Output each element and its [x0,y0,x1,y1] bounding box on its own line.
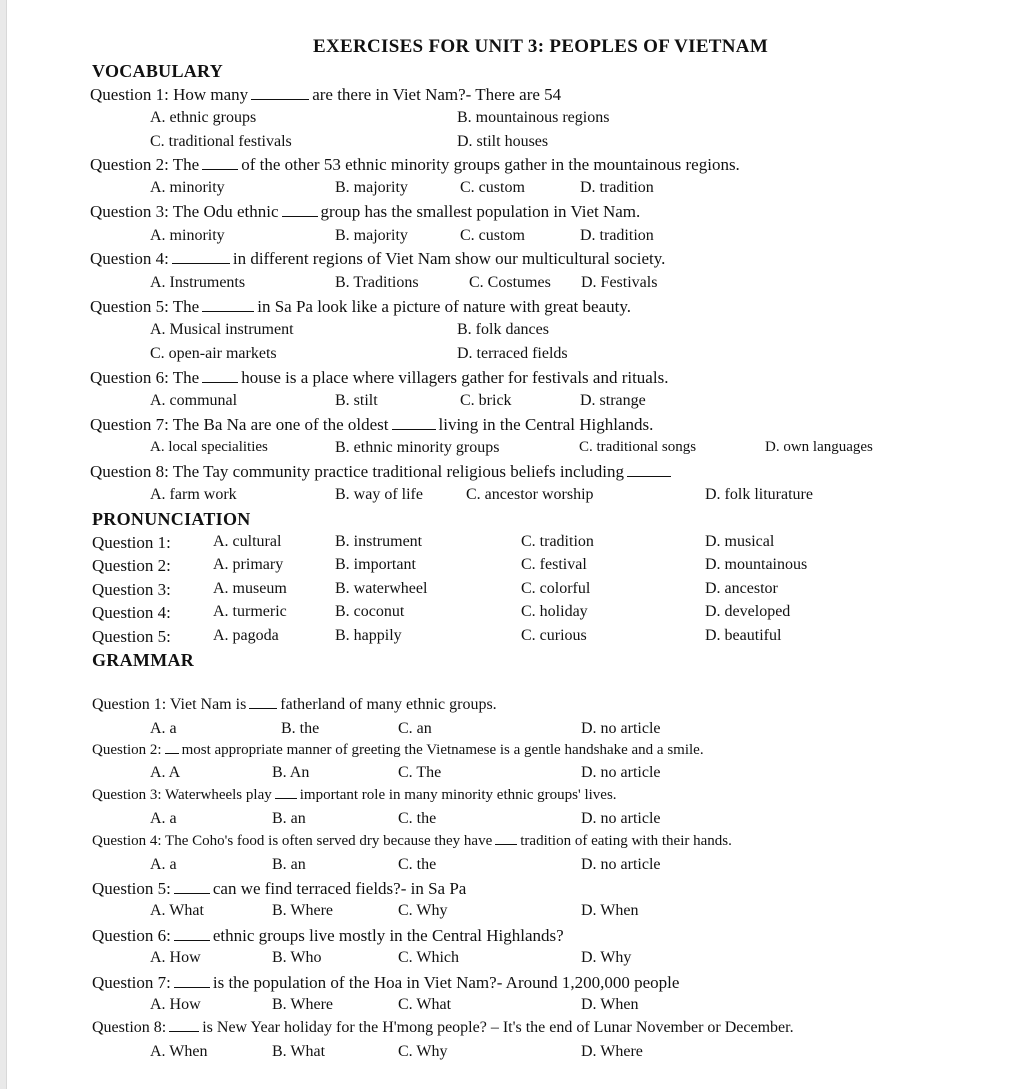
question-text: ethnic groups live mostly in the Central Highlands? [212,926,564,945]
pron-q4-option-d: D. developed [705,603,791,620]
answer-blank [169,1030,199,1032]
grammar-q7-option-b: B. Where [272,996,334,1013]
answer-blank [627,475,671,477]
question-text: tradition of eating with their hands. [520,833,732,849]
question-text: can we find terraced fields?- in Sa Pa [212,879,467,898]
grammar-q3-option-b: B. an [272,810,306,827]
vocab-question-7 [90,416,653,433]
pron-q5-option-b: B. happily [335,627,402,644]
vocab-q8-option-b: B. way of life [335,486,423,503]
vocab-q7-option-a: A. local specialities [150,439,268,455]
question-text: Question 8: [92,1019,167,1036]
vocab-q6-option-b: B. stilt [335,392,378,409]
grammar-q8-option-d: D. Where [581,1043,643,1060]
answer-blank [174,939,210,941]
vocab-q1-option-c: C. traditional festivals [150,133,292,150]
grammar-q6-option-b: B. Who [272,949,322,966]
vocab-q5-option-b: B. folk dances [457,321,549,338]
worksheet-title: EXERCISES FOR UNIT 3: PEOPLES OF VIETNAM [313,36,769,57]
pron-question-4: Question 4: [92,603,171,622]
question-text: is the population of the Hoa in Viet Nam?- Around 1,200,000 people [212,973,680,992]
question-text: Question 1: Viet Nam is [92,696,247,713]
vocab-q3-option-a: A. minority [150,227,225,244]
pron-question-3: Question 3: [92,580,171,599]
answer-blank [495,843,517,845]
pron-q5-option-c: C. curious [521,627,587,644]
pron-q4-option-a: A. turmeric [213,603,287,620]
vocab-q2-option-c: C. custom [460,179,525,196]
grammar-q8-option-c: C. Why [398,1043,448,1060]
answer-blank [172,262,230,264]
grammar-q6-option-c: C. Which [398,949,460,966]
vocab-question-1 [90,86,561,103]
pron-q5-option-a: A. pagoda [213,627,279,644]
question-text: Question 5: [92,879,171,898]
question-text: is New Year holiday for the H'mong people? – It's the end of Lunar November or December. [202,1019,794,1036]
question-text: Question 7: The Ba Na are one of the oldest [90,415,389,434]
vocab-question-4 [90,250,665,267]
grammar-q4-option-d: D. no article [581,856,661,873]
question-text: Question 4: [90,249,169,268]
question-text: Question 2: [92,742,162,758]
question-text: most appropriate manner of greeting the Vietnamese is a gentle handshake and a smile. [181,742,704,758]
grammar-q5-option-c: C. Why [398,902,448,919]
answer-blank [275,797,297,799]
vocab-q1-option-b: B. mountainous regions [457,109,610,126]
section-heading-vocabulary: VOCABULARY [92,61,224,81]
grammar-q5-option-b: B. Where [272,902,334,919]
answer-blank [202,310,254,312]
vocab-q6-option-d: D. strange [580,392,646,409]
grammar-q7-option-d: D. When [581,996,639,1013]
grammar-question-4 [92,834,732,849]
grammar-q2-option-a: A. A [150,764,181,781]
question-text: Question 4: The Coho's food is often served dry because they have [92,833,493,849]
vocab-q2-option-b: B. majority [335,179,408,196]
vocab-q5-option-a: A. Musical instrument [150,321,294,338]
question-text: in Sa Pa look like a picture of nature with great beauty. [257,297,631,316]
grammar-question-1 [92,697,497,713]
pron-question-5: Question 5: [92,627,171,646]
grammar-question-8 [92,1020,794,1036]
pron-question-1: Question 1: [92,533,171,552]
answer-blank [392,428,436,430]
vocab-question-5 [90,298,631,315]
grammar-q7-option-a: A. How [150,996,201,1013]
grammar-question-5 [92,880,466,897]
answer-blank [202,168,238,170]
vocab-q1-option-d: D. stilt houses [457,133,549,150]
vocab-question-3 [90,203,640,220]
pron-q2-option-d: D. mountainous [705,556,808,573]
question-text: Question 1: How many [90,85,249,104]
question-text: house is a place where villagers gather for festivals and rituals. [241,368,669,387]
question-text: fatherland of many ethnic groups. [280,696,497,713]
vocab-q7-option-d: D. own languages [765,439,873,455]
answer-blank [202,381,238,383]
question-text: living in the Central Highlands. [438,415,654,434]
grammar-q6-option-a: A. How [150,949,201,966]
vocab-q4-option-c: C. Costumes [469,274,551,291]
pron-q1-option-c: C. tradition [521,533,594,550]
grammar-q1-option-d: D. no article [581,720,661,737]
pron-question-2: Question 2: [92,556,171,575]
vocab-q7-option-b: B. ethnic minority groups [335,439,500,456]
grammar-q3-option-a: A. a [150,810,177,827]
pron-q3-option-a: A. museum [213,580,287,597]
grammar-question-6 [92,927,564,944]
pron-q3-option-d: D. ancestor [705,580,778,597]
grammar-question-2 [92,743,704,758]
question-text: Question 3: Waterwheels play [92,787,272,803]
question-text: Question 8: The Tay community practice traditional religious beliefs including [90,462,625,481]
grammar-question-7 [92,974,679,991]
pron-q1-option-b: B. instrument [335,533,423,550]
answer-blank [174,986,210,988]
grammar-q1-option-a: A. a [150,720,177,737]
answer-blank [249,707,277,709]
question-text: Question 6: [92,926,171,945]
vocab-q6-option-a: A. communal [150,392,238,409]
vocab-q8-option-d: D. folk liturature [705,486,813,503]
grammar-q2-option-c: C. The [398,764,442,781]
grammar-q5-option-d: D. When [581,902,639,919]
pron-q1-option-a: A. cultural [213,533,282,550]
pron-q2-option-a: A. primary [213,556,284,573]
question-text: Question 5: The [90,297,200,316]
vocab-question-2 [90,156,740,173]
grammar-q4-option-b: B. an [272,856,306,873]
grammar-q2-option-d: D. no article [581,764,661,781]
question-text: group has the smallest population in Viet Nam. [320,202,641,221]
grammar-q1-option-b: B. the [281,720,320,737]
pron-q3-option-b: B. waterwheel [335,580,428,597]
grammar-q7-option-c: C. What [398,996,452,1013]
grammar-q5-option-a: A. What [150,902,204,919]
vocab-q3-option-b: B. majority [335,227,408,244]
question-text: are there in Viet Nam?- There are 54 [312,85,562,104]
question-text: Question 6: The [90,368,200,387]
vocab-q3-option-c: C. custom [460,227,525,244]
vocab-q7-option-c: C. traditional songs [579,439,697,455]
pron-q1-option-d: D. musical [705,533,775,550]
question-text: Question 7: [92,973,171,992]
grammar-q3-option-c: C. the [398,810,437,827]
vocab-q4-option-b: B. Traditions [335,274,419,291]
grammar-q6-option-d: D. Why [581,949,632,966]
vocab-q2-option-d: D. tradition [580,179,654,196]
vocab-q1-option-a: A. ethnic groups [150,109,257,126]
vocab-q5-option-c: C. open-air markets [150,345,277,362]
question-text: Question 2: The [90,155,200,174]
grammar-q8-option-b: B. What [272,1043,326,1060]
question-text: of the other 53 ethnic minority groups gather in the mountainous regions. [241,155,740,174]
answer-blank [282,215,318,217]
vocab-q6-option-c: C. brick [460,392,512,409]
grammar-q4-option-a: A. a [150,856,177,873]
answer-blank [165,752,179,754]
vocab-q2-option-a: A. minority [150,179,225,196]
question-text: in different regions of Viet Nam show our multicultural society. [232,249,666,268]
page-left-edge [0,0,7,1089]
pron-q3-option-c: C. colorful [521,580,591,597]
grammar-q2-option-b: B. An [272,764,310,781]
section-heading-grammar: GRAMMAR [92,650,195,670]
vocab-question-6 [90,369,668,386]
pron-q2-option-b: B. important [335,556,416,573]
vocab-q8-option-c: C. ancestor worship [466,486,594,503]
grammar-q4-option-c: C. the [398,856,437,873]
grammar-q3-option-d: D. no article [581,810,661,827]
vocab-q4-option-a: A. Instruments [150,274,246,291]
vocab-question-8 [90,463,674,480]
vocab-q8-option-a: A. farm work [150,486,237,503]
vocab-q4-option-d: D. Festivals [581,274,658,291]
question-text: important role in many minority ethnic groups' lives. [299,787,617,803]
question-text: Question 3: The Odu ethnic [90,202,279,221]
pron-q5-option-d: D. beautiful [705,627,782,644]
pron-q4-option-b: B. coconut [335,603,405,620]
vocab-q5-option-d: D. terraced fields [457,345,568,362]
grammar-q8-option-a: A. When [150,1043,208,1060]
section-heading-pronunciation: PRONUNCIATION [92,509,251,529]
grammar-q1-option-c: C. an [398,720,432,737]
pron-q4-option-c: C. holiday [521,603,588,620]
pron-q2-option-c: C. festival [521,556,587,573]
answer-blank [174,892,210,894]
grammar-question-3 [92,788,617,803]
vocab-q3-option-d: D. tradition [580,227,654,244]
answer-blank [251,98,309,100]
